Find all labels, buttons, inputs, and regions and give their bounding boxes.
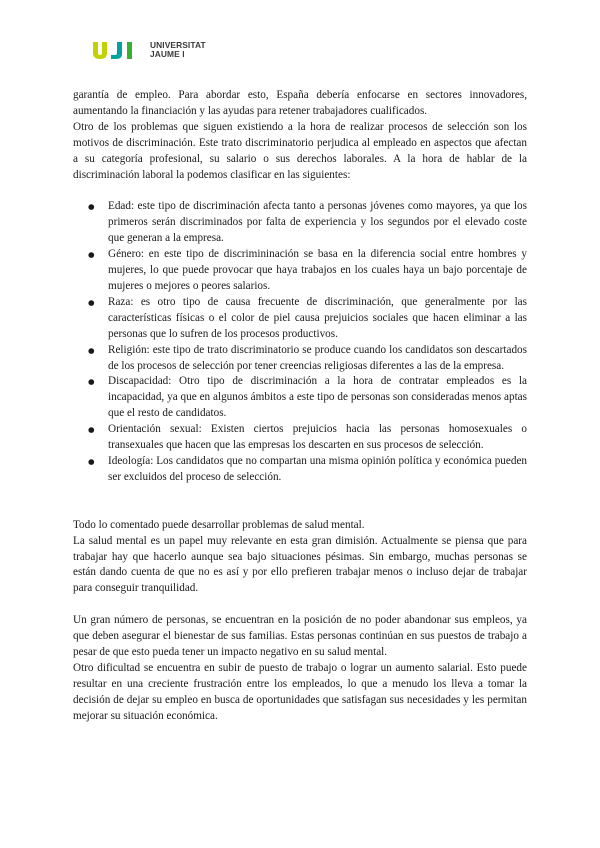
list-item: ● Raza: es otro tipo de causa frecuente de discriminación, que generalmente por las características físicas o el color de piel causa prejuicios sociales que hacen eliminar a las personas que lo sufren de los procesos productivos. [108,295,527,343]
paragraph-1: garantía de empleo. Para abordar esto, España debería enfocarse en sectores innovadores, aumentando la financiación y las ayudas para retener trabajadores cualificados. [73,89,527,117]
discrimination-list [73,199,527,485]
university-logo [92,40,206,60]
paragraph-6: Otro dificultad se encuentra en subir de puesto de trabajo o lograr un aumento salarial. Esto puede resultar en una creciente frustración entre los empleados, lo que a menudo los lleva a tomar la decisión de dejar su empleo en busca de oportunidades que satisfagan sus necesidades y les permitan mejorar su situación económica. [73,662,527,722]
document-body [73,88,527,725]
spacer [73,486,527,518]
paragraph-5: Un gran número de personas, se encuentran en la posición de no poder abandonar sus empleos, ya que deben asegurar el bienestar de sus familias. Estas personas continúan en sus puestos de trabajo a pesar de que esto pueda tener un impacto negativo en su salud mental. [73,614,527,659]
logo-line-2: JAUME I [150,49,185,59]
list-item: ● Género: en este tipo de discrimininación se basa en la diferencia social entre hombres y mujeres, lo que puede provocar que haya trabajos en los cuales haya un bajo porcentaje de mujeres o mejores o peores salarios. [108,247,527,295]
logo-wordmark [150,41,206,58]
list-item: ● Orientación sexual: Existen ciertos prejuicios hacia las personas homosexuales o transexuales que hacen que las empresas los descarten en sus procesos de selección. [108,422,527,454]
paragraph-3: Todo lo comentado puede desarrollar problemas de salud mental. [73,518,365,531]
paragraph-2: Otro de los problemas que siguen existiendo a la hora de realizar procesos de selección son los motivos de discriminación. Este trato discriminatorio perjudica al empleado en aspectos que afectan a su categoría profesional, su salario o sus derechos laborales. A la hora de hablar de la discriminación laboral la podemos clasificar en las siguientes: [73,120,527,181]
uji-logo-icon [92,40,146,60]
list-item: ● Religión: este tipo de trato discriminatorio se produce cuando los candidatos son descartados de los procesos de selección por tener creencias religiosas diferentes a las de la empresa. [108,343,527,375]
list-item: ● Ideología: Los candidatos que no compartan una misma opinión política y económica pueden ser excluidos del proceso de selección. [108,454,527,486]
list-item: ● Edad: este tipo de discriminación afecta tanto a personas jóvenes como mayores, ya que los primeros serán discriminados por falta de experiencia y los segundos por el elevado coste que generan a la empresa. [108,199,527,247]
spacer [73,597,527,613]
list-item: ● Discapacidad: Otro tipo de discriminación a la hora de contratar empleados es la incapacidad, ya que en algunos ámbitos a este tipo de personas son consideradas menos aptas que el resto de candidatos. [108,374,527,422]
paragraph-4: La salud mental es un papel muy relevante en esta gran dimisión. Actualmente se piensa que para trabajar hay que hacerlo aunque sea bajo situaciones pésimas. Sin embargo, muchas personas se están dando cuenta de que no es así y por ello prefieren trabajar menos o incluso dejar de trabajar para conseguir tranquilidad. [73,534,527,595]
logo-line-1: UNIVERSITAT [150,40,206,51]
